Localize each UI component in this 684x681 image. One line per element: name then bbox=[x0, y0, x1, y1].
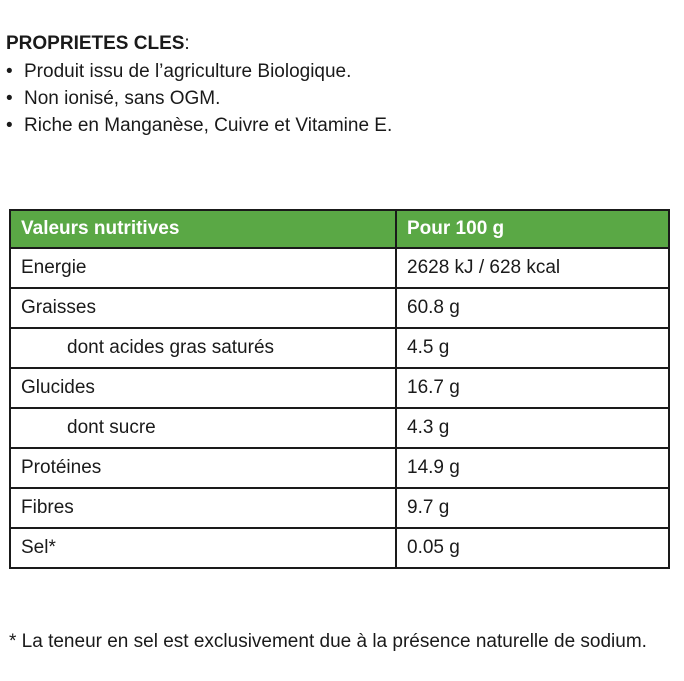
table-row bbox=[10, 488, 669, 528]
list-item-text: Produit issu de l’agriculture Biologique. bbox=[24, 61, 352, 82]
nutrient-label: Graisses bbox=[10, 288, 396, 328]
nutrient-value: 4.5 g bbox=[396, 328, 669, 368]
nutrient-value: 4.3 g bbox=[396, 408, 669, 448]
nutrient-label: Fibres bbox=[10, 488, 396, 528]
nutrient-sub-label: dont sucre bbox=[10, 408, 396, 448]
table-row bbox=[10, 248, 669, 288]
table-header-row bbox=[10, 210, 669, 248]
list-item bbox=[6, 58, 676, 85]
nutrient-value: 0.05 g bbox=[396, 528, 669, 568]
table-row bbox=[10, 368, 669, 408]
nutrient-label: Protéines bbox=[10, 448, 396, 488]
nutrition-value-header: Pour 100 g bbox=[396, 210, 669, 248]
table-row bbox=[10, 408, 669, 448]
table-row bbox=[10, 328, 669, 368]
bullet-icon: • bbox=[6, 61, 13, 82]
table-row bbox=[10, 288, 669, 328]
nutrient-value: 9.7 g bbox=[396, 488, 669, 528]
nutrition-table bbox=[9, 209, 670, 569]
list-item bbox=[6, 85, 676, 112]
nutrition-label-header: Valeurs nutritives bbox=[10, 210, 396, 248]
table-row bbox=[10, 448, 669, 488]
key-properties-title: PROPRIETES CLES bbox=[6, 33, 185, 54]
key-properties-section bbox=[6, 30, 676, 139]
list-item-text: Riche en Manganèse, Cuivre et Vitamine E. bbox=[24, 115, 393, 136]
nutrient-value: 14.9 g bbox=[396, 448, 669, 488]
key-properties-colon: : bbox=[184, 33, 190, 54]
nutrient-label: Sel* bbox=[10, 528, 396, 568]
list-item-text: Non ionisé, sans OGM. bbox=[24, 88, 221, 109]
key-properties-list bbox=[6, 58, 676, 139]
nutrient-value: 16.7 g bbox=[396, 368, 669, 408]
table-row bbox=[10, 528, 669, 568]
salt-footnote: * La teneur en sel est exclusivement due à la présence naturelle de sodium. bbox=[9, 631, 647, 652]
list-item bbox=[6, 112, 676, 139]
nutrient-value: 60.8 g bbox=[396, 288, 669, 328]
nutrient-value: 2628 kJ / 628 kcal bbox=[396, 248, 669, 288]
nutrient-label: Energie bbox=[10, 248, 396, 288]
bullet-icon: • bbox=[6, 115, 13, 136]
bullet-icon: • bbox=[6, 88, 13, 109]
nutrient-sub-label: dont acides gras saturés bbox=[10, 328, 396, 368]
nutrient-label: Glucides bbox=[10, 368, 396, 408]
key-properties-heading bbox=[6, 30, 676, 57]
